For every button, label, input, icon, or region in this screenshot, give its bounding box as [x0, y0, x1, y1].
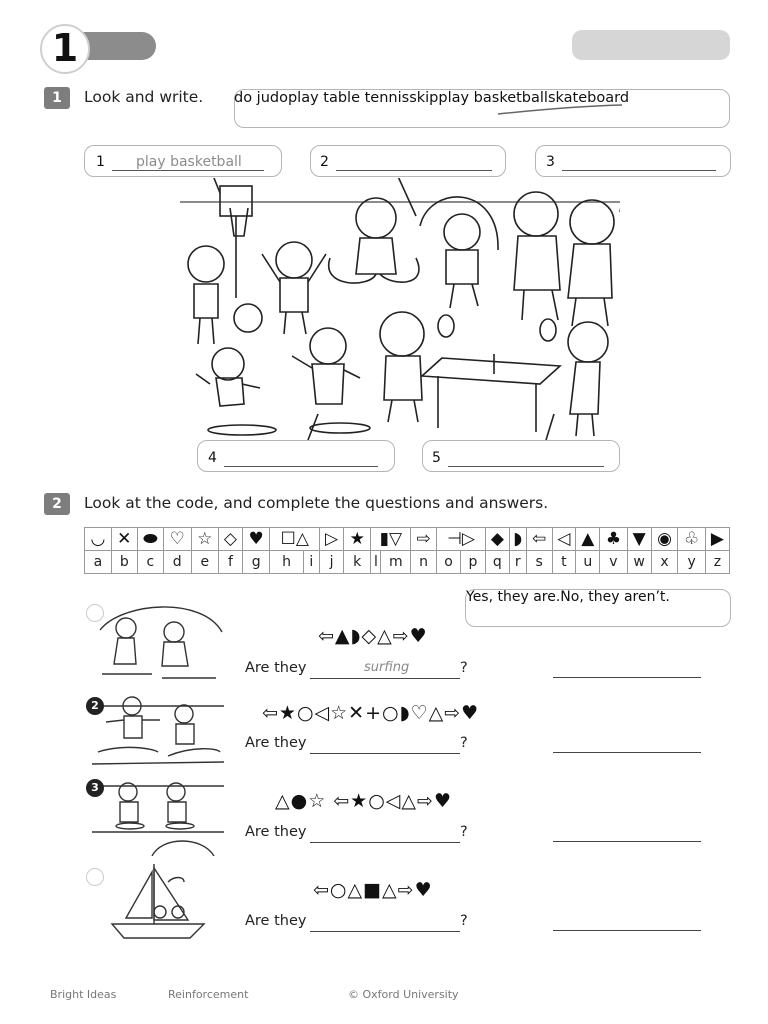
word-bank-text: do judoplay table tennisskipplay basketballskateboard	[234, 90, 630, 106]
code-letter: a	[85, 551, 112, 574]
code-symbol: ▼	[627, 528, 651, 551]
question-3-line[interactable]	[310, 826, 460, 843]
code-letter: u	[576, 551, 600, 574]
code-letter: b	[111, 551, 137, 574]
question-2-code: ⇦★○◁☆✕+○◗♡△⇨♥	[262, 702, 480, 724]
footer-left: Bright Ideas	[50, 988, 117, 1001]
question-4-line[interactable]	[310, 915, 460, 932]
code-letter: g	[242, 551, 270, 574]
footer-middle: Reinforcement	[168, 988, 249, 1001]
code-symbol: ♡	[163, 528, 191, 551]
code-symbol: ✕	[111, 528, 137, 551]
code-letter: f	[219, 551, 243, 574]
question-1-badge	[86, 604, 104, 622]
answer-number-5: 5	[432, 450, 441, 466]
question-4-picture	[104, 862, 214, 942]
code-symbol-row	[85, 528, 730, 551]
code-symbol-j: ☆	[414, 531, 415, 532]
code-symbol: ◇	[219, 528, 243, 551]
code-letter: i	[303, 551, 319, 574]
question-3-prefix: Are they	[245, 824, 307, 840]
answer-number-1: 1	[96, 154, 105, 170]
answer-fill-1: play basketball	[136, 154, 242, 170]
question-3-badge: 3	[86, 779, 104, 797]
code-symbol: ⬬	[137, 528, 163, 551]
code-letter: j	[320, 551, 344, 574]
code-letter: t	[552, 551, 576, 574]
unit-number: 1	[40, 24, 90, 74]
code-symbol: ◁	[552, 528, 576, 551]
answer-number-4: 4	[208, 450, 217, 466]
code-letter: m	[381, 551, 411, 574]
question-1-fill: surfing	[364, 660, 410, 675]
code-letter: q	[485, 551, 509, 574]
question-1-suffix: ?	[460, 660, 468, 676]
question-2-picture	[92, 692, 224, 770]
code-letter: l	[371, 551, 381, 574]
exercise-1-heading: Look and write.	[84, 88, 204, 106]
question-2-badge: 2	[86, 697, 104, 715]
code-letter: k	[343, 551, 371, 574]
question-4-prefix: Are they	[245, 913, 307, 929]
code-letter: n	[411, 551, 437, 574]
question-1-picture	[92, 602, 224, 684]
answer-number-2: 2	[320, 154, 329, 170]
code-letter: y	[678, 551, 706, 574]
code-letter: p	[461, 551, 486, 574]
question-2-prefix: Are they	[245, 735, 307, 751]
code-letter: v	[600, 551, 628, 574]
code-symbol: ☆	[191, 528, 219, 551]
question-1-code: ⇦▲◗◇△⇨♥	[318, 625, 428, 647]
code-symbol: ♣	[600, 528, 628, 551]
code-letter: s	[526, 551, 552, 574]
code-letter: e	[191, 551, 219, 574]
code-letter: o	[437, 551, 461, 574]
answer-line-4	[224, 452, 378, 467]
question-2-suffix: ?	[460, 735, 468, 751]
code-symbol: ♥	[242, 528, 270, 551]
code-symbol: ♧	[678, 528, 706, 551]
question-4-code: ⇦○△■△⇨♥	[313, 879, 433, 901]
code-letter: d	[163, 551, 191, 574]
question-4-suffix: ?	[460, 913, 468, 929]
answer-number-3: 3	[546, 154, 555, 170]
header-right-bar	[572, 30, 730, 60]
question-3-picture	[92, 776, 224, 856]
question-3-code: △●☆ ⇦★○◁△⇨♥	[275, 790, 452, 812]
code-letter: r	[509, 551, 526, 574]
code-table	[84, 527, 730, 574]
code-symbol: ▷	[320, 528, 344, 551]
question-2-answer-line[interactable]	[553, 751, 701, 753]
code-symbol: ★	[343, 528, 371, 551]
code-symbol: ▶	[705, 528, 729, 551]
code-symbol: ◡	[85, 528, 112, 551]
code-symbol: ⊣▷	[437, 528, 486, 551]
code-symbol: ◉	[651, 528, 678, 551]
code-letter: c	[137, 551, 163, 574]
question-4-badge	[86, 868, 104, 886]
code-letter: w	[627, 551, 651, 574]
answer-line-3	[562, 156, 716, 171]
answer-line-5	[448, 452, 604, 467]
question-4-answer-line[interactable]	[553, 929, 701, 931]
code-letter: x	[651, 551, 678, 574]
code-symbol: ⇨	[411, 528, 437, 551]
code-symbol: ⇦	[526, 528, 552, 551]
code-symbol: ◗	[509, 528, 526, 551]
word-bank-crossout	[496, 104, 626, 118]
code-letter: h	[270, 551, 303, 574]
answer-line-2	[336, 156, 492, 171]
footer-right: © Oxford University	[348, 988, 459, 1001]
question-1-prefix: Are they	[245, 660, 307, 676]
question-3-answer-line[interactable]	[553, 840, 701, 842]
code-symbol: ☐△	[270, 528, 320, 551]
exercise-2-number: 2	[44, 493, 70, 515]
playground-illustration	[180, 178, 620, 440]
code-symbol: ▮▽	[371, 528, 411, 551]
question-2-line[interactable]	[310, 737, 460, 754]
answer-bank-text: Yes, they are.No, they aren’t.	[466, 589, 670, 605]
code-symbol: ◆	[485, 528, 509, 551]
code-letter: z	[705, 551, 729, 574]
exercise-1-number: 1	[44, 87, 70, 109]
code-letter-row	[85, 551, 730, 574]
exercise-2-heading: Look at the code, and complete the questions and answers.	[84, 494, 549, 512]
question-3-suffix: ?	[460, 824, 468, 840]
code-symbol: ▲	[576, 528, 600, 551]
question-1-answer-line[interactable]	[553, 676, 701, 678]
